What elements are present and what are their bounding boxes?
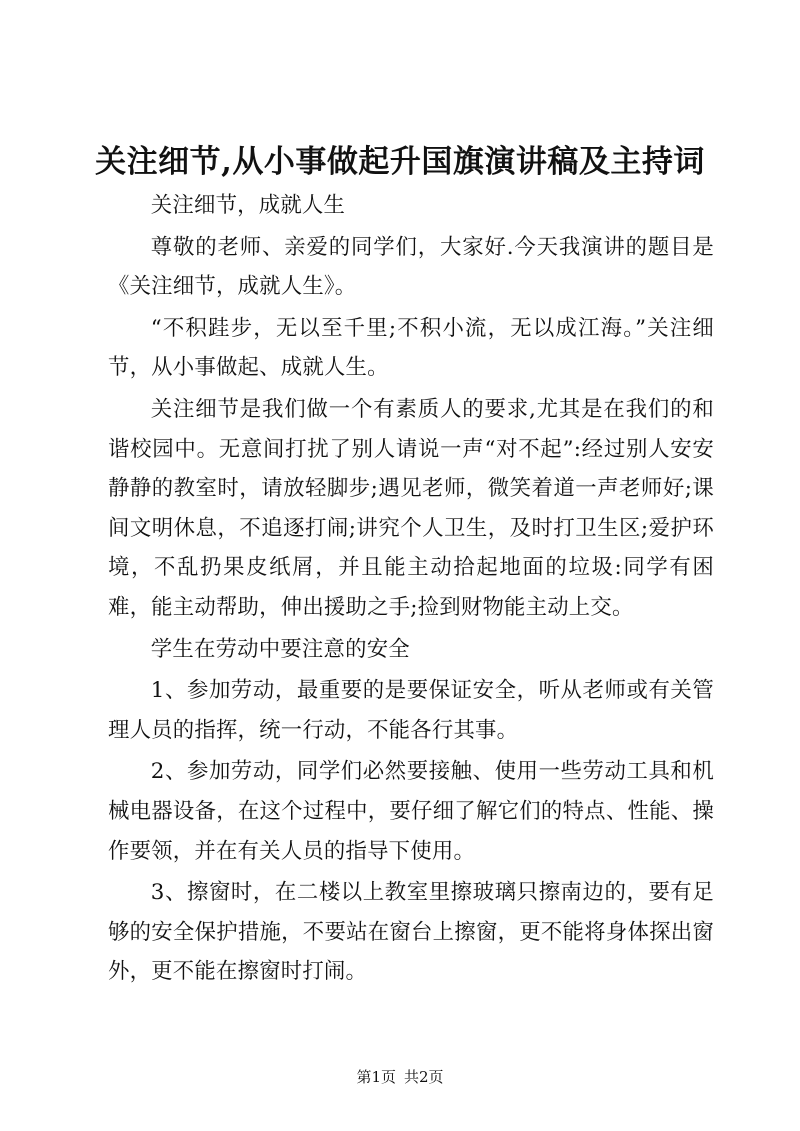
document-body: [108, 186, 714, 994]
paragraph-quote: “不积跬步，无以至千里;不积小流，无以成江海。”关注细节，从小事做起、成就人生。: [108, 315, 714, 381]
paragraph-safety-heading: 学生在劳动中要注意的安全: [150, 636, 410, 662]
paragraph-subtitle: 关注细节，成就人生: [150, 193, 346, 218]
paragraph-safety-item-1: 1、参加劳动，最重要的是要保证安全，听从老师或有关管理人员的指挥，统一行动，不能各行其事。: [108, 678, 714, 743]
page-total: 共2页: [404, 1068, 444, 1086]
document-title: 关注细节,从小事做起升国旗演讲稿及主持词: [95, 144, 705, 180]
paragraph-details: 关注细节是我们做一个有素质人的要求,尤其是在我们的和谐校园中。无意间打扰了别人请说一声“对不起”:经过别人安安静静的教室时，请放轻脚步;遇见老师，微笑着道一声老师好;课间文明休息，不追逐打闹;讲究个人卫生，及时打卫生区;爱护环境，不乱扔果皮纸屑，并且能主动拾起地面的垃圾:同学有困难，能主动帮助，伸出援助之手;捡到财物能主动上交。: [108, 396, 714, 620]
page-number: 第1页: [356, 1068, 396, 1086]
page-footer: [0, 1067, 800, 1087]
paragraph-safety-item-2: 2、参加劳动，同学们必然要接触、使用一些劳动工具和机械电器设备，在这个过程中，要仔细了解它们的特点、性能、操作要领，并在有关人员的指导下使用。: [108, 759, 714, 864]
paragraph-greeting: 尊敬的老师、亲爱的同学们，大家好.今天我演讲的题目是《关注细节，成就人生》。: [108, 234, 714, 300]
paragraph-safety-item-3: 3、擦窗时，在二楼以上教室里擦玻璃只擦南边的，要有足够的安全保护措施，不要站在窗台上擦窗，更不能将身体探出窗外，更不能在擦窗时打闹。: [108, 880, 714, 985]
